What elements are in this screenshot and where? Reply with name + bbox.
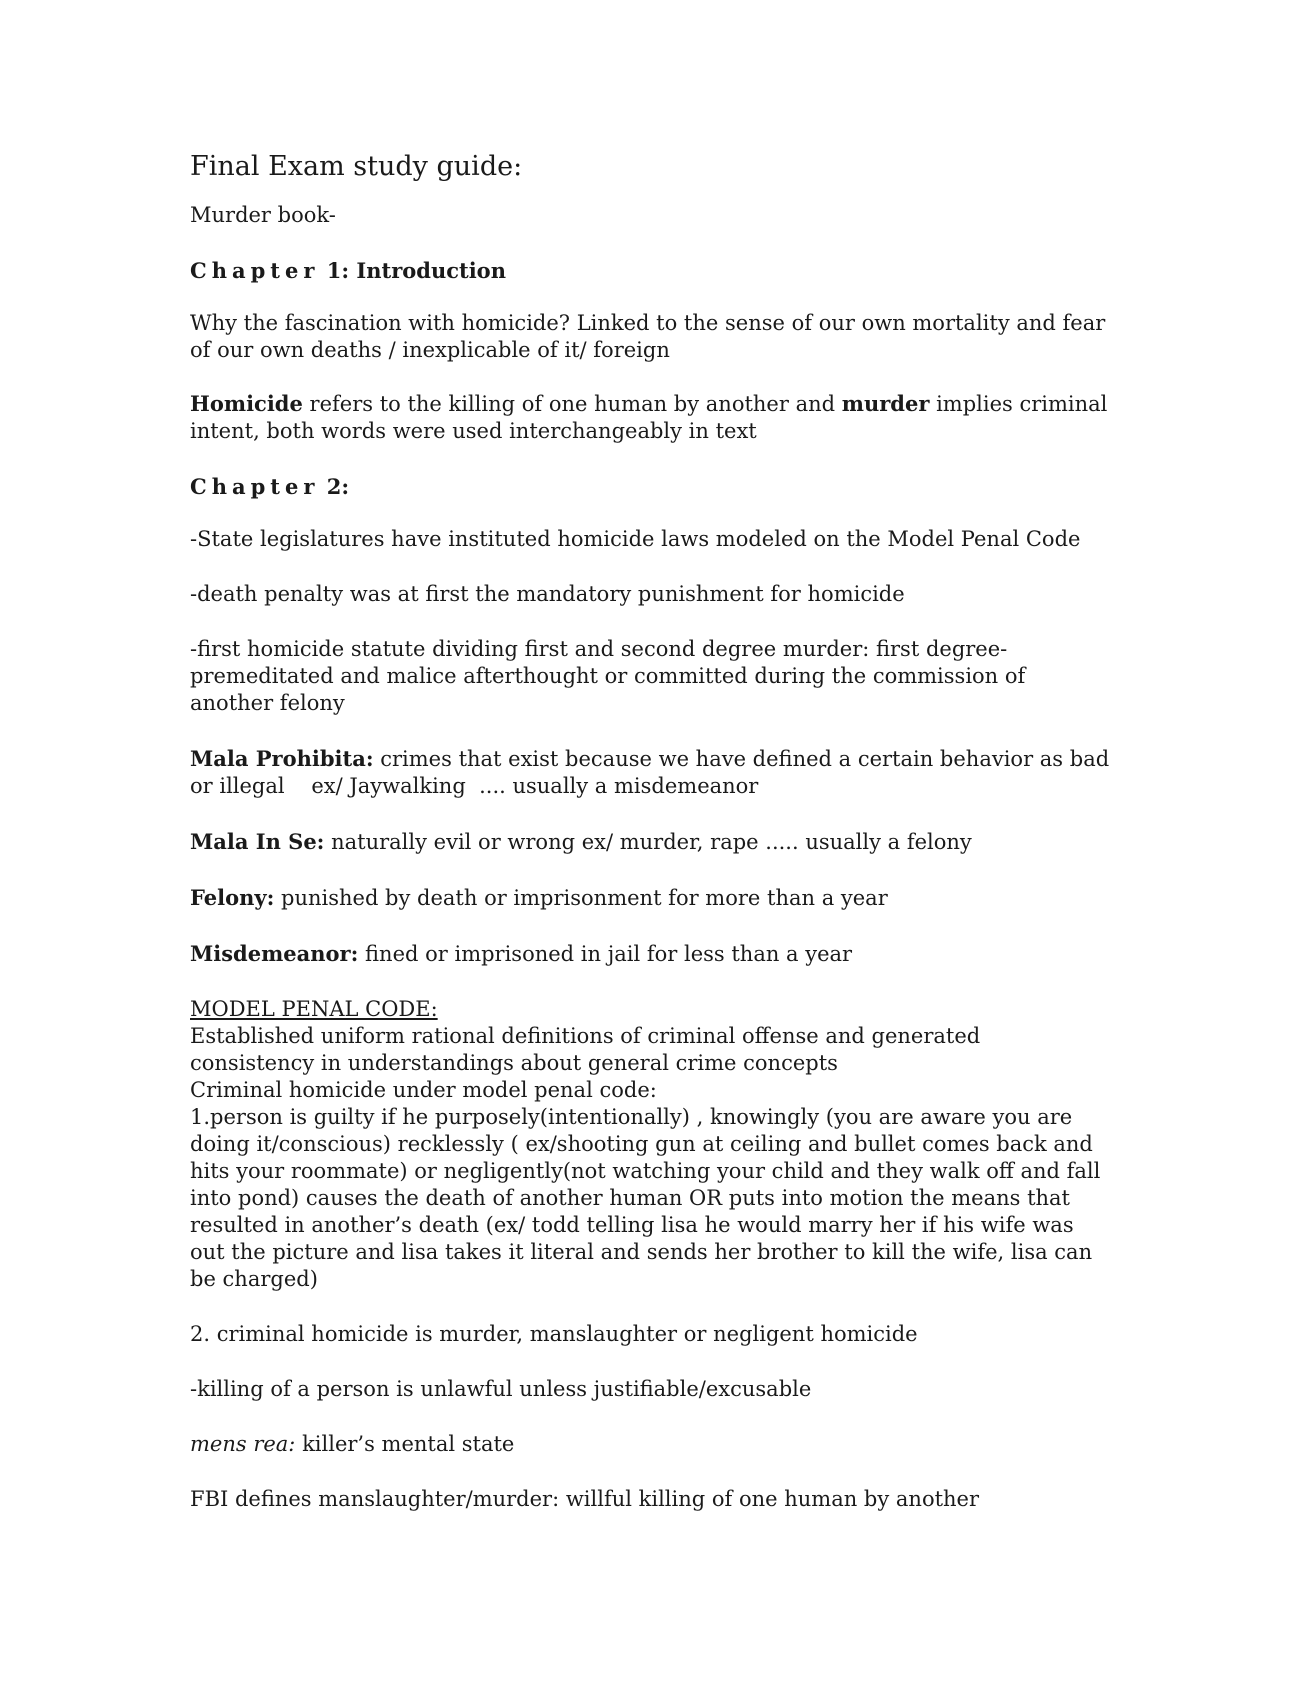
- term-misdemeanor: Misdemeanor:: [190, 941, 359, 966]
- bullet-first-homicide-statute: -first homicide statute dividing first and second degree murder: first degree- premeditated and malice afterthought or committed during the commission of another felony: [190, 637, 1026, 715]
- murder-definition: implies criminal intent, both words were used interchangeably in text: [190, 392, 1108, 443]
- term-homicide: Homicide: [190, 391, 303, 416]
- document-title: Final Exam study guide:: [190, 151, 523, 182]
- bullet-killing-unlawful: -killing of a person is unlawful unless justifiable/excusable: [190, 1377, 812, 1401]
- term-murder: murder: [841, 391, 930, 416]
- bullet-state-legislatures: -State legislatures have instituted homicide laws modeled on the Model Penal Code: [190, 527, 1081, 551]
- definition-mens-rea: [190, 1431, 1110, 1458]
- document-page: [190, 150, 1116, 1513]
- point-2-criminal-homicide: 2. criminal homicide is murder, manslaughter or negligent homicide: [190, 1322, 918, 1346]
- mens-rea-text: killer’s mental state: [295, 1432, 515, 1456]
- model-penal-code-heading: MODEL PENAL CODE:: [190, 997, 438, 1021]
- chapter-1-number: 1:: [326, 258, 350, 283]
- model-penal-code-section: [190, 996, 1110, 1293]
- chapter-2-word: Chapter: [190, 474, 320, 499]
- document-subtitle: Murder book-: [190, 203, 336, 227]
- chapter-2-heading: [190, 473, 1110, 500]
- felony-text: punished by death or imprisonment for more than a year: [274, 886, 888, 910]
- chapter-2-number: 2:: [326, 474, 350, 499]
- chapter-1-title: Introduction: [356, 258, 506, 283]
- chapter-1-paragraph-homicide: [190, 390, 1110, 445]
- term-mala-prohibita: Mala Prohibita:: [190, 746, 374, 771]
- definition-misdemeanor: [190, 940, 1110, 968]
- definition-felony: [190, 884, 1110, 912]
- term-felony: Felony:: [190, 885, 275, 910]
- chapter-1-paragraph-fascination: Why the fascination with homicide? Linked to the sense of our own mortality and fear of our own deaths / inexplicable of it/ foreign: [190, 311, 1106, 362]
- homicide-definition: refers to the killing of one human by another and: [302, 392, 842, 416]
- chapter-1-word: Chapter: [190, 258, 320, 283]
- term-mens-rea: mens rea:: [190, 1432, 296, 1456]
- model-penal-code-established: Established uniform rational definitions of criminal offense and generated consistency in understandings about general crime concepts: [190, 1024, 981, 1075]
- mala-in-se-text: naturally evil or wrong ex/ murder, rape ..... usually a felony: [324, 830, 972, 854]
- fbi-definition: FBI defines manslaughter/murder: willful killing of one human by another: [190, 1487, 980, 1511]
- model-penal-code-point-1: 1.person is guilty if he purposely(intentionally) , knowingly (you are aware you are doing it/conscious) recklessly ( ex/shooting gun at ceiling and bullet comes back and hits your roommate) or negligently(not watching your child and they walk off and fall into pond) causes the death of another human OR puts into motion the means that resulted in another’s death (ex/ todd telling lisa he would marry her if his wife was out the picture and lisa takes it literal and sends her brother to kill the wife, lisa can be charged): [190, 1105, 1101, 1291]
- chapter-1-heading: [190, 257, 1110, 284]
- model-penal-code-criminal-homicide: Criminal homicide under model penal code:: [190, 1078, 657, 1102]
- definition-mala-in-se: [190, 828, 1110, 856]
- definition-mala-prohibita: [190, 745, 1116, 800]
- misdemeanor-text: fined or imprisoned in jail for less than a year: [358, 942, 853, 966]
- bullet-death-penalty: -death penalty was at first the mandatory punishment for homicide: [190, 582, 905, 606]
- term-mala-in-se: Mala In Se:: [190, 829, 325, 854]
- mala-prohibita-text: crimes that exist because we have defined a certain behavior as bad or illegal ex/ Jaywalking .... usually a misdemeanor: [190, 747, 1116, 798]
